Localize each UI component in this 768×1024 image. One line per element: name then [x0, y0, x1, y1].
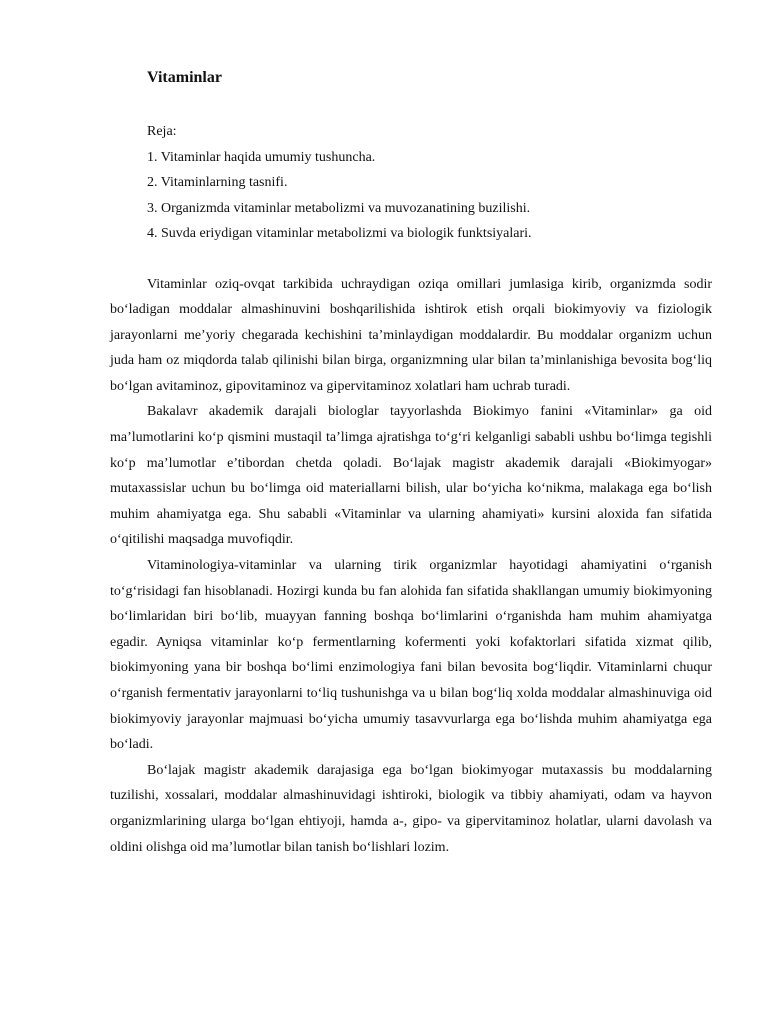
- body-paragraph: Bo‘lajak magistr akademik darajasiga ega bo‘lgan biokimyogar mutaxassis bu moddalarning tuzilishi, xossalari, moddalar almashinuvidagi ishtiroki, biologik va tibbiy ahamiyati, odam va hayvon organizmlarining ularga bo‘lgan ehtiyoji, hamda a-, gipo- va gipervitaminoz holatlar, ularni davolash va oldini olishga oid ma’lumotlar bilan tanish bo‘lishlari lozim.: [110, 762, 712, 855]
- document-title: Vitaminlar: [147, 69, 222, 86]
- plan-item: 2. Vitaminlarning tasnifi.: [147, 175, 288, 190]
- document-body: [110, 272, 712, 861]
- plan-heading: Reja:: [147, 124, 177, 139]
- body-paragraph: Bakalavr akademik darajali biologlar tayyorlashda Biokimyo fanini «Vitaminlar» ga oid ma’lumotlarini ko‘p qismini mustaqil ta’limga ajratishga to‘g‘ri kelganligi sababli ushbu bo‘limga tegishli ko‘p ma’lumotlar e’tibordan chetda qoladi. Bo‘lajak magistr akademik darajali «Biokimyogar» mutaxassislar uchun bu bo‘limga oid materiallarni bilish, ular bo‘yicha ko‘nikma, malakaga ega bo‘lish muhim ahamiyatga ega. Shu sababli «Vitaminlar va ularning ahamiyati» kursini aloxida fan sifatida o‘qitilishi maqsadga muvofiqdir.: [110, 404, 712, 548]
- body-paragraph: Vitaminologiya-vitaminlar va ularning tirik organizmlar hayotidagi ahamiyatini o‘rganish to‘g‘risidagi fan hisoblanadi. Hozirgi kunda bu fan alohida fan sifatida shakllangan umumiy biokimyoning bo‘limlaridan biri bo‘lib, muayyan fanning boshqa bo‘limlarini o‘rganishda ham muhim ahamiyatga egadir. Ayniqsa vitaminlar ko‘p fermentlarning kofermenti yoki kofaktorlari sifatida xizmat qilib, biokimyoning yana bir boshqa bo‘limi enzimologiya fani bilan bevosita bog‘liqdir. Vitaminlarni chuqur o‘rganish fermentativ jarayonlarni to‘liq tushunishga va u bilan bog‘liq xolda moddalar almashinuviga oid biokimyoviy jarayonlar majmuasi bo‘yicha umumiy tasavvurlarga ega bo‘lishda muhim ahamiyatga ega bo‘ladi.: [110, 558, 712, 753]
- plan-item: 1. Vitaminlar haqida umumiy tushuncha.: [147, 149, 376, 165]
- plan-item: 3. Organizmda vitaminlar metabolizmi va muvozanatining buzilishi.: [147, 200, 531, 216]
- plan-item: 4. Suvda eriydigan vitaminlar metabolizmi va biologik funktsiyalari.: [147, 226, 532, 241]
- body-paragraph: Vitaminlar oziq-ovqat tarkibida uchraydigan oziqa omillari jumlasiga kirib, organizmda sodir bo‘ladigan moddalar almashinuvini boshqarilishida ishtirok etish orqali biokimyoviy va fiziologik jarayonlarni me’yoriy chegarada kechishini ta’minlaydigan moddalardir. Bu moddalar organizm uchun juda ham oz miqdorda talab qilinishi bilan birga, organizmning ular bilan ta’minlanishiga bevosita bog‘liq bo‘lgan avitaminoz, gipovitaminoz va gipervitaminoz xolatlari ham uchrab turadi.: [110, 276, 712, 394]
- plan-section: [147, 119, 712, 247]
- document-page: [110, 60, 712, 860]
